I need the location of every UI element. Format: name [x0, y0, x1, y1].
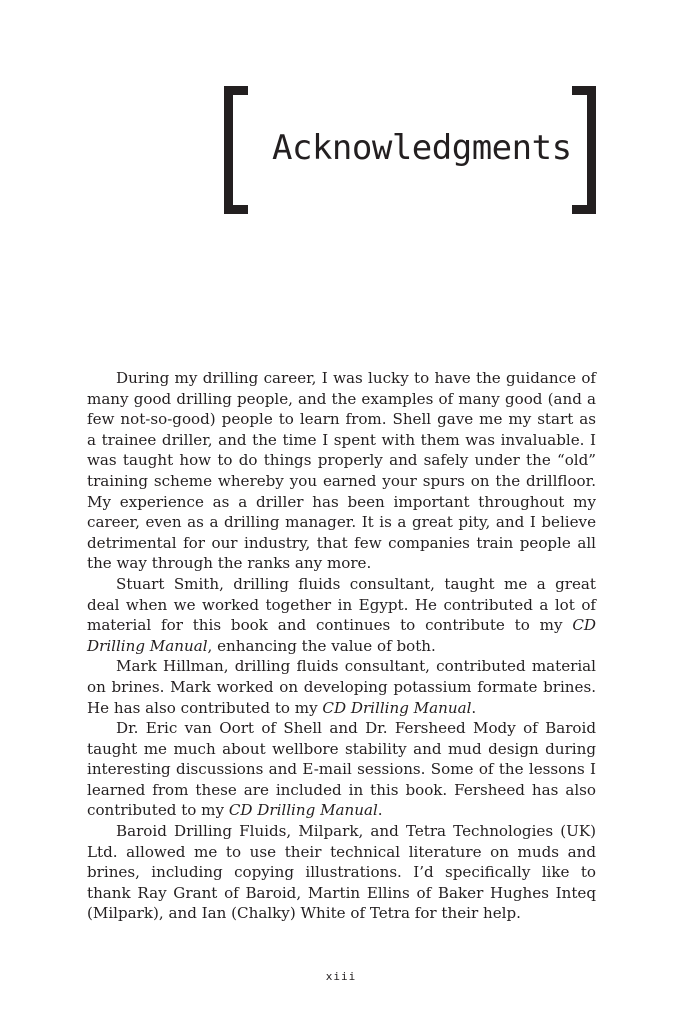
paragraph-stuart-smith [87, 574, 596, 656]
paragraph-tail: . [471, 698, 477, 717]
chapter-title: Acknowledgments [272, 128, 572, 168]
left-bracket-ornament [224, 86, 248, 214]
chapter-heading [220, 86, 600, 216]
paragraph-tail: . [377, 801, 383, 820]
paragraph-guidance: During my drilling career, I was lucky to have the guidance of many good drilling people, and the examples of many good (and a few not-so-good) people to learn from. Shell gave me my start as a trainee driller, and the time I spent with them was invaluable. I was taught how to do things properly and safely under the “old” training scheme whereby you earned your spurs on the drillfloor. My experience as a driller has been important throughout my career, even as a drilling manager. It is a great pity, and I believe detrimental for our industry, that few companies train people all the way through the ranks any more. [87, 369, 596, 573]
right-bracket-ornament [572, 86, 596, 214]
paragraph-baroid-milpark-tetra: Baroid Drilling Fluids, Milpark, and Tetra Technologies (UK) Ltd. allowed me to use their technical literature on muds and brines, including copying illustrations. I’d specifically like to thank Ray Grant of Baroid, Martin Ellins of Baker Hughes Inteq (Milpark), and Ian (Chalky) White of Tetra for their help. [87, 822, 596, 923]
manual-title: CD Drilling Manual [228, 801, 378, 820]
paragraph-tail: , enhancing the value of both. [207, 636, 436, 655]
paragraph-lead: Mark Hillman, drilling fluids consultant, contributed material on brines. Mark worked on developing potassium formate brines. He has also contributed to my [87, 657, 596, 717]
paragraph-mark-hillman [87, 656, 596, 718]
page-number: xiii [325, 970, 357, 983]
paragraph-lead: Stuart Smith, drilling fluids consultant, taught me a great deal when we worked together in Egypt. He contributed a lot of material for this book and continues to contribute to my [87, 574, 596, 635]
paragraph-van-oort-mody [87, 718, 596, 821]
manual-title: CD Drilling Manual [87, 616, 596, 655]
manual-title: CD Drilling Manual [322, 698, 472, 717]
paragraph-lead: Dr. Eric van Oort of Shell and Dr. Fersheed Mody of Baroid taught me much about wellbore stability and mud design during interesting discussions and E-mail sessions. Some of the lessons I learned from these are included in this book. Fersheed has also contributed to my [87, 719, 596, 820]
acknowledgments-body [87, 368, 596, 924]
